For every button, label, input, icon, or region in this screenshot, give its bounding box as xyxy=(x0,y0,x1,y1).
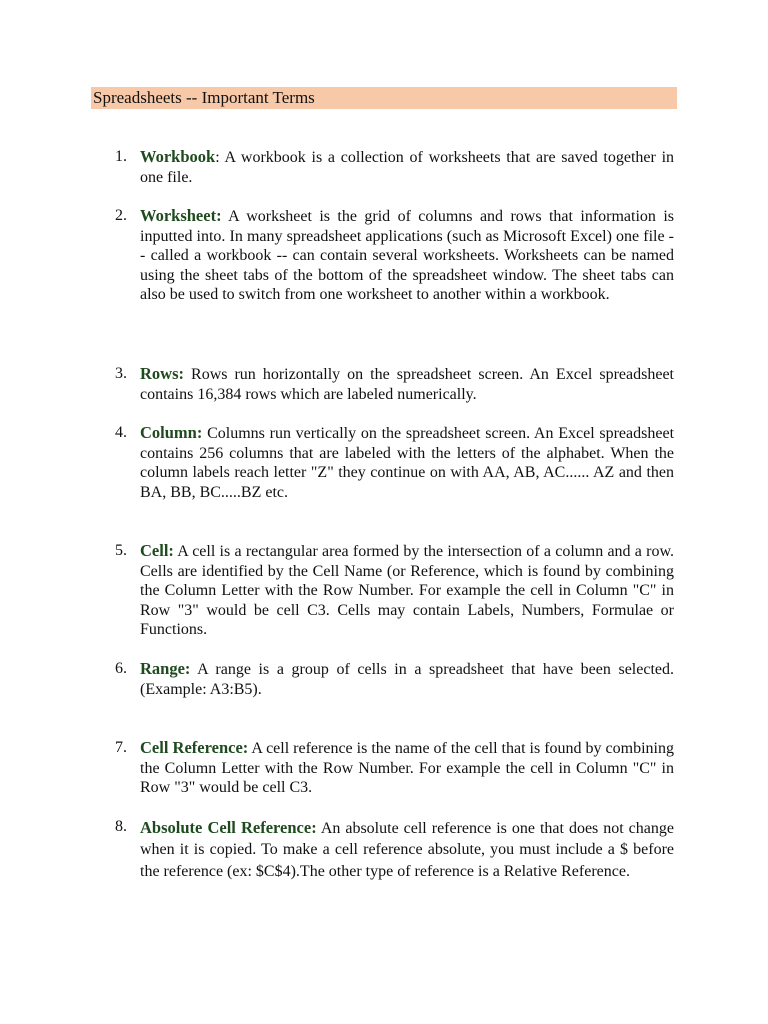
term-body xyxy=(140,541,674,640)
term-definition: A cell is a rectangular area formed by the intersection of a column and a row. Cells are identified by the Cell Name (or Reference, which is found by combining the Column Letter with the Row Number. For example the cell in Column "C" in Row "3" would be cell C3. Cells may contain Labels, Numbers, Formulae or Functions. xyxy=(140,543,675,639)
term-name: Rows: xyxy=(140,364,184,383)
term-name: Absolute Cell Reference: xyxy=(140,818,317,837)
term-separator: : xyxy=(215,149,225,166)
term-definition: Columns run vertically on the spreadsheet screen. An Excel spreadsheet contains 256 columns that are labeled with the letters of the alphabet. When the column labels reach letter "Z" they continue on with AA, AB, AC...... AZ and then BA, BB, BC.....BZ etc. xyxy=(140,425,675,501)
term-definition: A range is a group of cells in a spreadsheet that have been selected. (Example: A3:B5). xyxy=(140,661,674,698)
term-number: 2. xyxy=(115,207,127,224)
term-number: 5. xyxy=(115,542,127,559)
page-title-bar xyxy=(91,87,677,109)
term-definition: A workbook is a collection of worksheets that are saved together in one file. xyxy=(140,149,675,186)
term-definition: A cell reference is the name of the cell that is found by combining the Column Letter with the Row Number. For example the cell in Column "C" in Row "3" would be cell C3. xyxy=(140,740,674,797)
term-number: 8. xyxy=(115,818,127,835)
term-name: Cell Reference: xyxy=(140,738,249,757)
term-name: Cell: xyxy=(140,541,174,560)
term-body xyxy=(140,364,674,404)
term-body xyxy=(140,147,674,187)
term-definition: Rows run horizontally on the spreadsheet screen. An Excel spreadsheet contains 16,384 rows which are labeled numerically. xyxy=(140,366,675,403)
term-number: 7. xyxy=(115,739,127,756)
term-number: 1. xyxy=(115,148,127,165)
term-separator xyxy=(184,366,191,383)
term-number: 3. xyxy=(115,365,127,382)
term-body xyxy=(140,659,674,699)
term-definition: A worksheet is the grid of columns and rows that information is inputted into. In many spreadsheet applications (such as Microsoft Excel) one file -- called a workbook -- can contain several worksheets. Worksheets can be named using the sheet tabs of the bottom of the spreadsheet window. The sheet tabs can also be used to switch from one worksheet to another within a workbook. xyxy=(140,208,674,304)
term-name: Range: xyxy=(140,659,191,678)
term-body xyxy=(140,206,674,305)
term-body xyxy=(140,738,674,798)
term-body xyxy=(140,423,674,502)
page-title: Spreadsheets -- Important Terms xyxy=(93,88,315,107)
term-name: Worksheet: xyxy=(140,206,222,225)
term-name: Column: xyxy=(140,423,203,442)
term-number: 6. xyxy=(115,660,127,677)
term-number: 4. xyxy=(115,424,127,441)
term-name: Workbook xyxy=(140,147,216,166)
term-definition: An absolute cell reference is one that does not change when it is copied. To make a cell reference absolute, you must include a $ before the reference (ex: $C$4).The other type of reference is a Relative Reference. xyxy=(140,820,674,880)
term-body xyxy=(140,817,674,882)
